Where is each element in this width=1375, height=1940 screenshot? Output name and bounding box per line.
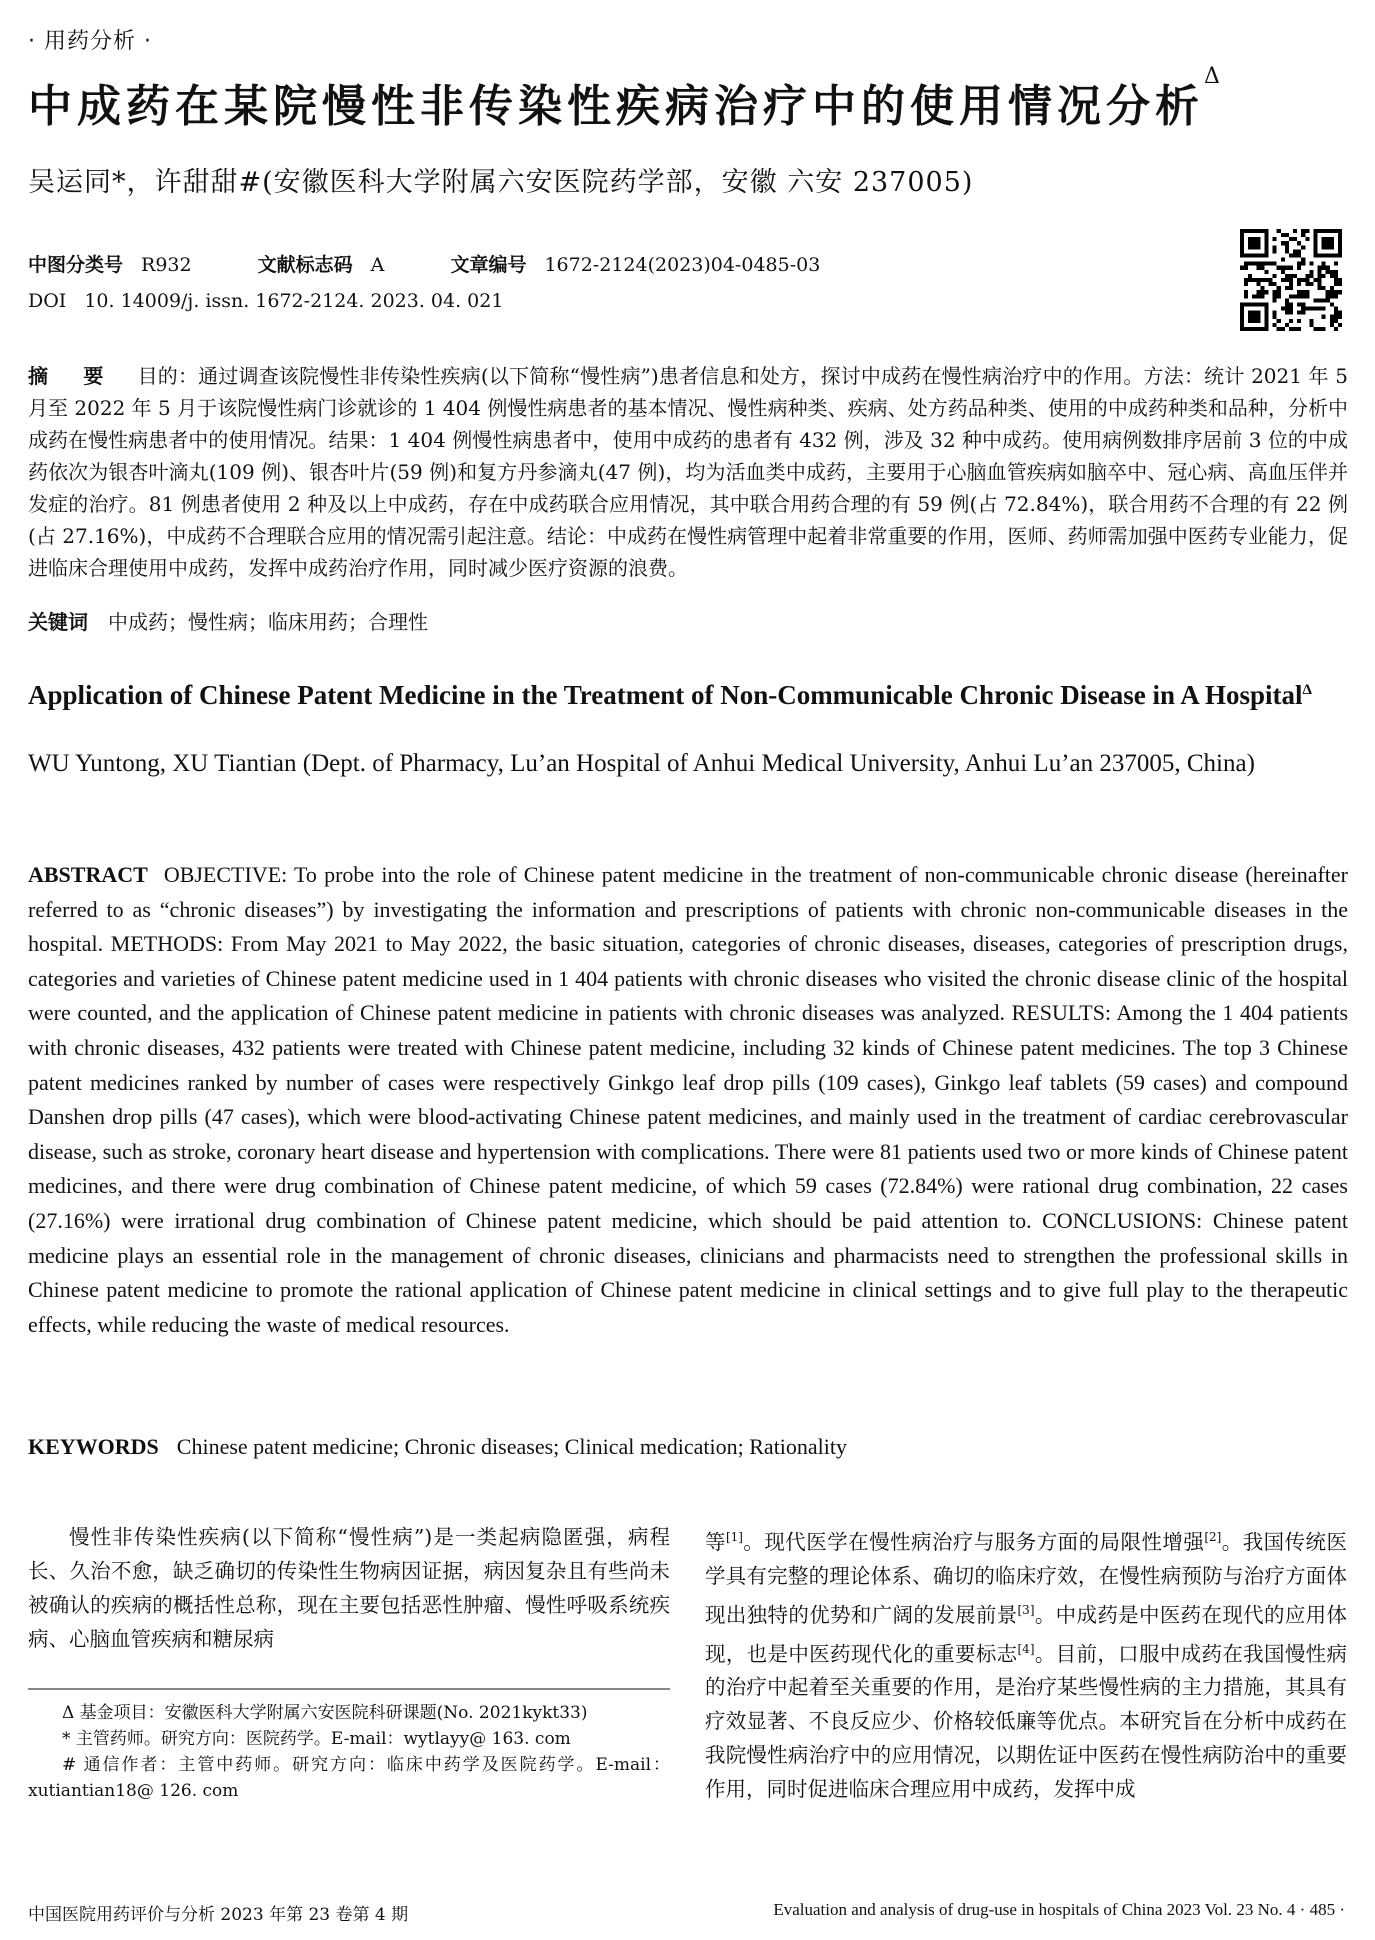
abstract-en-text: OBJECTIVE: To probe into the role of Chinese patent medicine in the treatment of non-communicable chronic disease (hereinafter referred to as “chronic diseases”) by investigating the information and prescriptions of patients with chronic non-communicable diseases in the hospital. METHODS: From May 2021 to May 2022, the basic situation, categories of chronic diseases, diseases, categories of prescription drugs, categories and varieties of Chinese patent medicine used in 1 404 patients with chronic diseases who visited the chronic disease clinic of the hospital were counted, and the application of Chinese patent medicine in patients with chronic diseases was analyzed. RESULTS: Among the 1 404 patients with chronic diseases, 432 patients were treated with Chinese patent medicine, including 32 kinds of Chinese patent medicines. The top 3 Chinese patent medicines ranked by number of cases were respectively Ginkgo leaf drop pills (109 cases), Ginkgo leaf tablets (59 cases) and compound Danshen drop pills (47 cases), which were blood-activating Chinese patent medicines, and mainly used in the treatment of cardiac cerebrovascular disease, such as stroke, coronary heart disease and hypertension with complications. There were 81 patients used two or more kinds of Chinese patent medicines, and there were drug combination of Chinese patent medicine, of which 59 cases (72.84%) were rational drug combination, 22 cases (27.16%) were irrational drug combination of Chinese patent medicine, which should be paid attention to. CONCLUSIONS: Chinese patent medicine plays an essential role in the management of chronic diseases, clinicians and pharmacists need to strengthen the professional skills in Chinese patent medicine to promote the rational application of Chinese patent medicine in clinical settings and to give full play to the therapeutic effects, while reducing the waste of medical resources.: [28, 862, 1348, 1337]
footer-journal-cn: 中国医院用药评价与分析 2023 年第 23 卷第 4 期: [28, 1905, 409, 1925]
title-en-mark: Δ: [1302, 682, 1312, 698]
keywords-cn-heading: 关键词: [28, 610, 88, 634]
intro-paragraph-continued: [705, 1520, 1347, 1806]
clc-label: 中图分类号: [28, 254, 124, 276]
text-run: 。我国传统医学具有完整的理论体系、确切的临床疗效，在慢性病预防与治疗方面体现出独特的优势和广阔的发展前景: [705, 1529, 1348, 1627]
citation-link[interactable]: [2]: [1204, 1530, 1222, 1544]
footer-journal-en: Evaluation and analysis of drug-use in hospitals of China 2023 Vol. 23 No. 4 · 485 ·: [773, 1900, 1345, 1919]
text-run: 。中成药是中医药在现代的应用体现，也是中医药现代化的重要标志: [705, 1602, 1347, 1666]
citation-link[interactable]: [1]: [725, 1530, 743, 1544]
fund-mark: Δ: [1204, 64, 1225, 89]
abstract-cn-text: 目的：通过调查该院慢性非传染性疾病(以下简称“慢性病”)患者信息和处方，探讨中成药在慢性病治疗中的作用。方法：统计 2021 年 5 月至 2022 年 5 月于该院慢性病门诊就诊的 1 404 例慢性病患者的基本情况、慢性病种类、疾病、处方药品种类、使用的中成药种类和品种，分析中成药在慢性病患者中的使用情况。结果：1 404 例慢性病患者中，使用中成药的患者有 432 例，涉及 32 种中成药。使用病例数排序居前 3 位的中成药依次为银杏叶滴丸(109 例)、银杏叶片(59 例)和复方丹参滴丸(47 例)，均为活血类中成药，主要用于心脑血管疾病如脑卒中、冠心病、高血压伴并发症的治疗。81 例患者使用 2 种及以上中成药，存在中成药联合应用情况，其中联合用药合理的有 59 例(占 72.84%)，联合用药不合理的有 22 例(占 27.16%)，中成药不合理联合应用的情况需引起注意。结论：中成药在慢性病管理中起着非常重要的作用，医师、药师需加强中医药专业能力，促进临床合理使用中成药，发挥中成药治疗作用，同时减少医疗资源的浪费。: [28, 364, 1349, 580]
clc-value: R932: [141, 254, 192, 276]
text-run: 等: [705, 1529, 726, 1554]
doi-row: [28, 290, 503, 312]
authors-en: WU Yuntong, XU Tiantian (Dept. of Pharmacy, Lu’an Hospital of Anhui Medical University, Anhui Lu’an 237005, China): [28, 750, 1255, 777]
doc-code-value: A: [370, 254, 385, 276]
footnotes: [28, 1700, 670, 1804]
section-label: · 用药分析 ·: [28, 29, 152, 54]
abstract-cn-heading: 摘 要: [28, 364, 118, 388]
abstract-en: [28, 858, 1348, 1342]
article-no-value: 1672-2124(2023)04-0485-03: [544, 254, 821, 276]
title-en-text: Application of Chinese Patent Medicine in the Treatment of Non-Communicable Chronic Disease in A Hospital: [28, 680, 1303, 710]
qr-code-icon[interactable]: [1240, 228, 1342, 332]
intro-paragraph: 慢性非传染性疾病(以下简称“慢性病”)是一类起病隐匿强，病程长、久治不愈，缺乏确切的传染性生物病因证据，病因复杂且有些尚未被确认的疾病的概括性总称，现在主要包括恶性肿瘤、慢性呼吸系统疾病、心脑血管疾病和糖尿病: [28, 1525, 670, 1651]
article-no-label: 文章编号: [450, 254, 527, 276]
doc-code-label: 文献标志码: [257, 254, 353, 276]
authors-cn: 吴运同*，许甜甜#(安徽医科大学附属六安医院药学部，安徽 六安 237005): [28, 167, 974, 198]
abstract-en-heading: ABSTRACT: [28, 862, 148, 887]
page-title: [28, 64, 1225, 134]
keywords-cn-text: 中成药；慢性病；临床用药；合理性: [108, 610, 428, 634]
doi-label: DOI: [28, 290, 67, 312]
title-text: 中成药在某院慢性非传染性疾病治疗中的使用情况分析: [28, 81, 1204, 132]
footnote-fund: Δ 基金项目：安徽医科大学附属六安医院科研课题(No. 2021kykt33): [62, 1703, 588, 1723]
text-run: 。现代医学在慢性病治疗与服务方面的局限性增强: [742, 1529, 1205, 1554]
keywords-cn: [28, 606, 428, 638]
footnote-author2: # 通信作者：主管中药师。研究方向：临床中药学及医院药学。E-mail：xutiantian18@ 126. com: [28, 1755, 670, 1801]
body-column-right: [705, 1520, 1347, 1806]
keywords-en-heading: KEYWORDS: [28, 1434, 159, 1459]
body-column-left: [28, 1520, 670, 1656]
doi-value[interactable]: 10. 14009/j. issn. 1672-2124. 2023. 04. 021: [84, 290, 504, 312]
qr-code-graphic: [1240, 228, 1342, 332]
footnote-author1: * 主管药师。研究方向：医院药学。E-mail：wytlayy@ 163. com: [62, 1729, 571, 1749]
citation-link[interactable]: [4]: [1017, 1641, 1035, 1656]
keywords-en: [28, 1430, 1348, 1464]
title-en: [28, 672, 1348, 713]
text-run: 。目前，口服中成药在我国慢性病的治疗中起着至关重要的作用，是治疗某些慢性病的主力措施，其具有疗效显著、不良反应少、价格较低廉等优点。本研究旨在分析中成药在我院慢性病治疗中的应用情况，以期佐证中医药在慢性病防治中的重要作用，同时促进临床合理应用中成药，发挥中成: [705, 1641, 1347, 1802]
footnote-divider: [28, 1688, 670, 1690]
abstract-cn: [28, 360, 1348, 584]
keywords-en-text: Chinese patent medicine; Chronic diseases; Clinical medication; Rationality: [176, 1434, 848, 1459]
citation-link[interactable]: [3]: [1017, 1602, 1035, 1617]
classification-row: [28, 250, 820, 277]
